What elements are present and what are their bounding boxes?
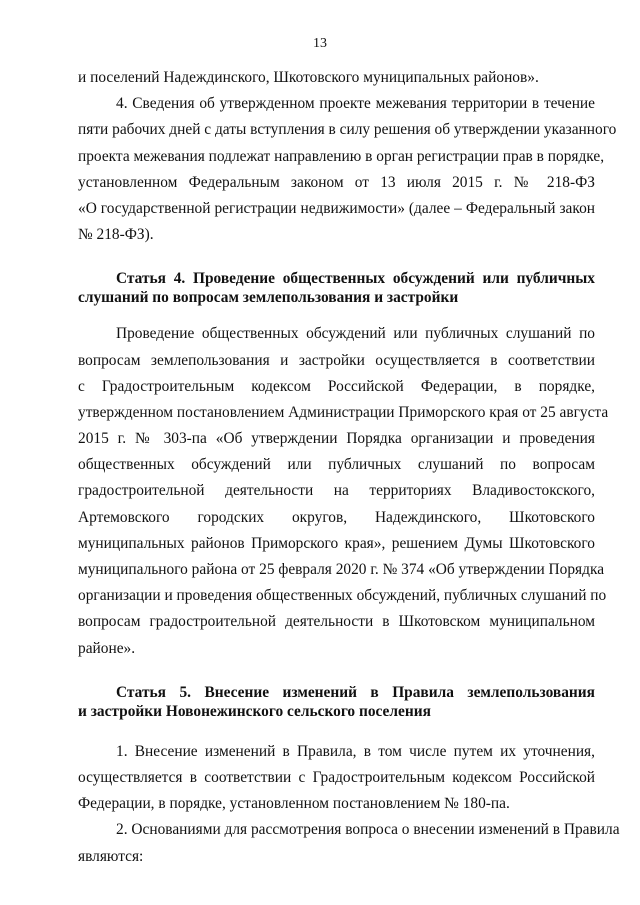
paragraph-line: с Градостроительным кодексом Российской Федерации, в порядке, <box>78 377 595 395</box>
paragraph-line: 4. Сведения об утвержденном проекте межевания территории в течение <box>116 95 595 113</box>
paragraph-line: муниципального района от 25 февраля 2020 г. № 374 «Об утверждении Порядка <box>78 561 605 578</box>
article-5-item-2 <box>78 817 620 869</box>
paragraph-line: и поселений Надеждинского, Шкотовского муниципальных районов». <box>78 69 539 86</box>
paragraph-line: градостроительной деятельности на территориях Владивостокского, <box>78 482 595 500</box>
heading-line: слушаний по вопросам землепользования и застройки <box>78 289 459 307</box>
heading-line: Статья 4. Проведение общественных обсуждений или публичных <box>116 270 595 288</box>
paragraph-line: районе». <box>78 639 136 657</box>
paragraph-line: 2. Основаниями для рассмотрения вопроса о внесении изменений в Правила <box>116 821 620 839</box>
paragraph-line: осуществляется в соответствии с Градостроительным кодексом Российской <box>78 768 595 786</box>
paragraph-line: вопросам градостроительной деятельности в Шкотовском муниципальном <box>78 613 595 631</box>
paragraph-line: общественных обсуждений или публичных слушаний по вопросам <box>78 456 595 474</box>
article-4-heading <box>78 269 595 307</box>
paragraph-line: № 218-ФЗ). <box>78 226 154 244</box>
paragraph-line: 1. Внесение изменений в Правила, в том числе путем их уточнения, <box>116 742 595 760</box>
paragraph-line: вопросам землепользования и застройки осуществляется в соответствии <box>78 351 595 369</box>
paragraph-line: пяти рабочих дней с даты вступления в силу решения об утверждении указанного <box>78 121 617 139</box>
paragraph-line: являются: <box>78 847 144 865</box>
paragraph-line: проекта межевания подлежат направлению в орган регистрации прав в порядке, <box>78 147 605 165</box>
paragraph-line: Артемовского городских округов, Надеждинского, Шкотовского <box>78 508 595 526</box>
heading-line: и застройки Новонежинского сельского поселения <box>78 702 431 720</box>
document-body <box>78 65 620 870</box>
paragraph-line: 2015 г. № 303-па «Об утверждении Порядка организации и проведения <box>78 430 595 448</box>
article-5-item-1 <box>78 739 595 818</box>
paragraph-line: Проведение общественных обсуждений или публичных слушаний по <box>116 325 595 343</box>
paragraph-line: муниципальных районов Приморского края», решением Думы Шкотовского <box>78 534 595 552</box>
page-number: 13 <box>313 36 327 51</box>
heading-line: Статья 5. Внесение изменений в Правила землепользования <box>116 683 595 701</box>
paragraph-line: «О государственной регистрации недвижимости» (далее – Федеральный закон <box>78 199 595 217</box>
paragraph-4 <box>78 91 617 248</box>
paragraph-line: Федерации, в порядке, установленном постановлением № 180-па. <box>78 795 510 813</box>
paragraph-line: утвержденном постановлением Администрации Приморского края от 25 августа <box>78 403 609 421</box>
article-4-body <box>78 321 609 661</box>
article-5-heading <box>78 683 595 721</box>
paragraph-line: организации и проведения общественных обсуждений, публичных слушаний по <box>78 587 607 605</box>
paragraph-line: установленном Федеральным законом от 13 июля 2015 г. № 218-ФЗ <box>78 173 595 191</box>
